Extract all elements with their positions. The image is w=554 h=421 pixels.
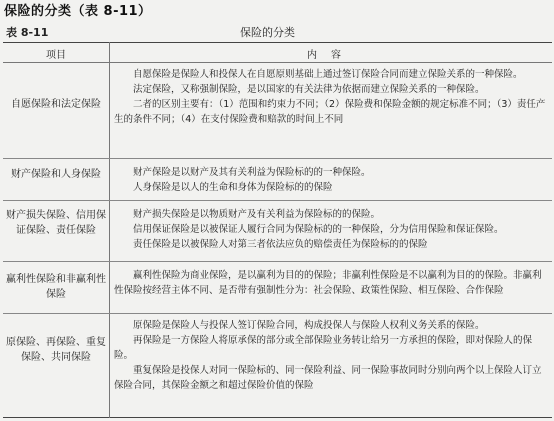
row-paragraph: 赢利性保险为商业保险，是以赢利为目的的保险；非赢利性保险是不以赢利为目的的保险。非赢利性保险按经营主体不同、是否带有强制性分为：社会保险、政策性保险、相互保险、合作保险 — [114, 270, 542, 296]
row-paragraph: 责任保险是以被保险人对第三者依法应负的赔偿责任为保险标的的保险 — [133, 239, 428, 250]
row-content — [114, 67, 550, 127]
row-paragraph: 财产保险是以财产及其有关利益为保险标的的一种保险。 — [133, 167, 371, 178]
row-paragraph: 财产损失保险是以物质财产及有关利益为保险标的的保险。 — [133, 209, 381, 220]
row-paragraph: 二者的区别主要有：（1）范围和约束力不同；（2）保险费和保险金额的规定标准不同；（3）责任产生的条件不同；（4）在支付保险费和赔款的时间上不同 — [114, 99, 546, 125]
row-content — [114, 165, 550, 195]
row-paragraph: 法定保险，又称强制保险，是以国家的有关法律为依据而建立保险关系的一种保险。 — [133, 84, 485, 95]
row-divider — [3, 313, 552, 314]
row-category: 财产损失保险、信用保证保险、责任保险 — [6, 210, 106, 236]
row-divider — [3, 200, 552, 201]
row-content — [114, 318, 550, 393]
row-paragraph: 原保险是保险人与投保人签订保险合同，构成投保人与保险人权利义务关系的保险。 — [133, 320, 485, 331]
row-paragraph: 人身保险是以人的生命和身体为保险标的的保险 — [133, 182, 333, 193]
header-content: 内容 — [307, 50, 355, 61]
row-paragraph: 自愿保险是保险人和投保人在自愿原则基础上通过签订保险合同而建立保险关系的一种保险。 — [133, 69, 523, 80]
row-paragraph: 重复保险是投保人对同一保险标的、同一保险利益、同一保险事故同时分别向两个以上保险人订立保险合同，其保险金额之和超过保险价值的保险 — [114, 365, 542, 391]
row-content — [114, 268, 550, 298]
page-title: 保险的分类（表 8-11） — [4, 4, 152, 19]
table-number: 表 8-11 — [6, 26, 49, 39]
column-divider — [109, 42, 110, 418]
header-item: 项目 — [46, 50, 66, 61]
table-caption: 保险的分类 — [240, 26, 295, 39]
row-paragraph: 信用保证保险是以被保证人履行合同为保险标的的一种保险，分为信用保险和保证保险。 — [133, 224, 504, 235]
row-divider — [3, 261, 552, 262]
row-category: 自愿保险和法定保险 — [11, 99, 101, 110]
row-category: 原保险、再保险、重复保险、共同保险 — [6, 337, 106, 363]
row-category: 财产保险和人身保险 — [11, 169, 101, 180]
row-category: 赢利性保险和非赢利性保险 — [6, 274, 106, 300]
row-divider — [3, 158, 552, 159]
row-paragraph: 再保险是一方保险人将原承保的部分或全部保险业务转让给另一方承担的保险，即对保险人的保险。 — [114, 335, 533, 361]
row-content — [114, 207, 550, 252]
